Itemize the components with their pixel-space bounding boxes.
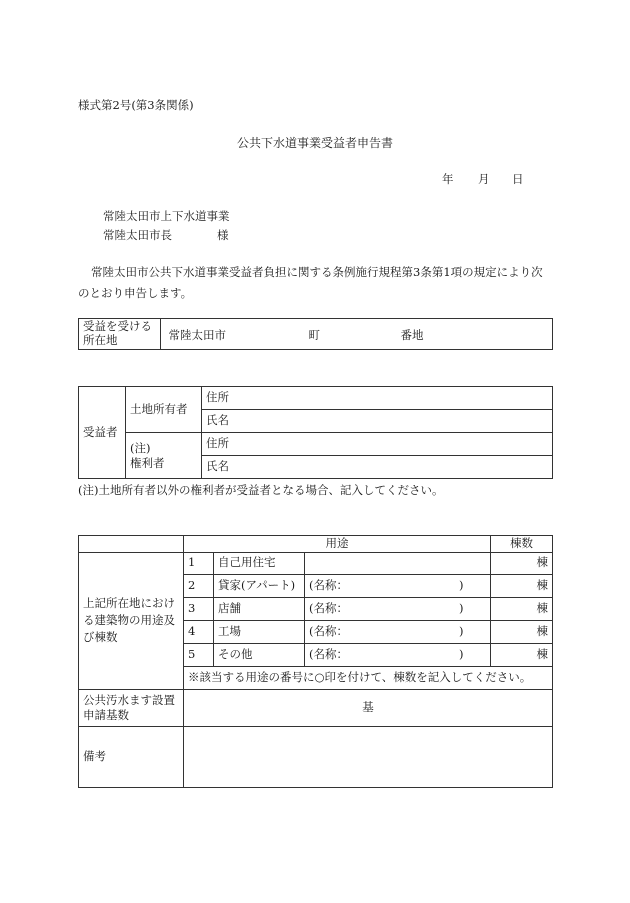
date-month-label: 月 xyxy=(478,172,490,186)
location-city: 常陸太田市 xyxy=(168,327,226,342)
usage-header: 用途 xyxy=(184,536,491,553)
location-label: 受益を受ける 所在地 xyxy=(79,319,161,350)
remarks-label: 備考 xyxy=(79,726,184,787)
usage-row-type: 店舗 xyxy=(214,597,305,620)
usage-row-name-field[interactable]: (名称： ) xyxy=(305,597,491,620)
usage-side-label: 上記所在地におけ る建築物の用途及 び棟数 xyxy=(79,552,184,689)
sewer-count-label: 公共汚水ます設置 申請基数 xyxy=(79,689,184,726)
location-lot-label: 番地 xyxy=(400,327,424,342)
usage-row-num[interactable]: 3 xyxy=(184,597,214,620)
rights-holder-label: (注) 権利者 xyxy=(126,433,202,479)
usage-row-type: 貸家(アパート) xyxy=(214,574,305,597)
usage-header-blank xyxy=(79,536,184,553)
rights-name-label: 氏名 xyxy=(206,459,229,474)
usage-row-num[interactable]: 5 xyxy=(184,643,214,666)
usage-row-name-field[interactable]: (名称： ) xyxy=(305,574,491,597)
rights-address-label: 住所 xyxy=(206,436,229,451)
intro-text-line1: 常陸太田市公共下水道事業受益者負担に関する条例施行規程第3条第1項の規定により次 xyxy=(91,265,543,279)
date-day-label: 日 xyxy=(512,172,524,186)
location-town-label: 町 xyxy=(308,327,320,342)
owner-name-label: 氏名 xyxy=(206,413,229,428)
date-year-label: 年 xyxy=(442,172,454,186)
usage-row-type: 自己用住宅 xyxy=(214,552,305,574)
sewer-count-field[interactable]: 基 xyxy=(184,689,553,726)
usage-row-num[interactable]: 2 xyxy=(184,574,214,597)
usage-row-name-field[interactable]: (名称： ) xyxy=(305,643,491,666)
owner-address-field[interactable] xyxy=(202,387,553,410)
form-number: 様式第2号(第3条関係) xyxy=(78,98,194,112)
addressee-honorific: 様 xyxy=(217,228,229,242)
remarks-field[interactable] xyxy=(184,726,553,787)
usage-note: ※該当する用途の番号に○印を付けて、棟数を記入してください。 xyxy=(184,666,553,689)
land-owner-label: 土地所有者 xyxy=(126,387,202,433)
location-table xyxy=(78,318,553,350)
usage-row-type: 工場 xyxy=(214,620,305,643)
usage-row-name-field[interactable]: (名称： ) xyxy=(305,620,491,643)
usage-table xyxy=(78,535,553,788)
usage-row-name-field[interactable] xyxy=(305,552,491,574)
rights-name-field[interactable] xyxy=(202,456,553,479)
beneficiary-label: 受益者 xyxy=(79,387,126,479)
intro-text-line2: のとおり申告します。 xyxy=(78,286,193,300)
addressee-line1: 常陸太田市上下水道事業 xyxy=(103,209,230,223)
usage-row-num[interactable]: 1 xyxy=(184,552,214,574)
usage-row-type: その他 xyxy=(214,643,305,666)
location-value-cell[interactable] xyxy=(161,319,553,350)
usage-row-num[interactable]: 4 xyxy=(184,620,214,643)
count-header: 棟数 xyxy=(491,536,553,553)
usage-row-count-field[interactable]: 棟 xyxy=(491,552,553,574)
usage-row-count-field[interactable]: 棟 xyxy=(491,574,553,597)
page-title: 公共下水道事業受益者申告書 xyxy=(236,136,393,150)
usage-row-count-field[interactable]: 棟 xyxy=(491,620,553,643)
owner-name-field[interactable] xyxy=(202,410,553,433)
owner-address-label: 住所 xyxy=(206,390,229,405)
usage-row-count-field[interactable]: 棟 xyxy=(491,643,553,666)
beneficiary-note: (注)土地所有者以外の権利者が受益者となる場合、記入してください。 xyxy=(78,483,444,497)
rights-address-field[interactable] xyxy=(202,433,553,456)
usage-row-count-field[interactable]: 棟 xyxy=(491,597,553,620)
beneficiary-table xyxy=(78,386,553,479)
addressee-line2: 常陸太田市長 xyxy=(103,228,172,242)
